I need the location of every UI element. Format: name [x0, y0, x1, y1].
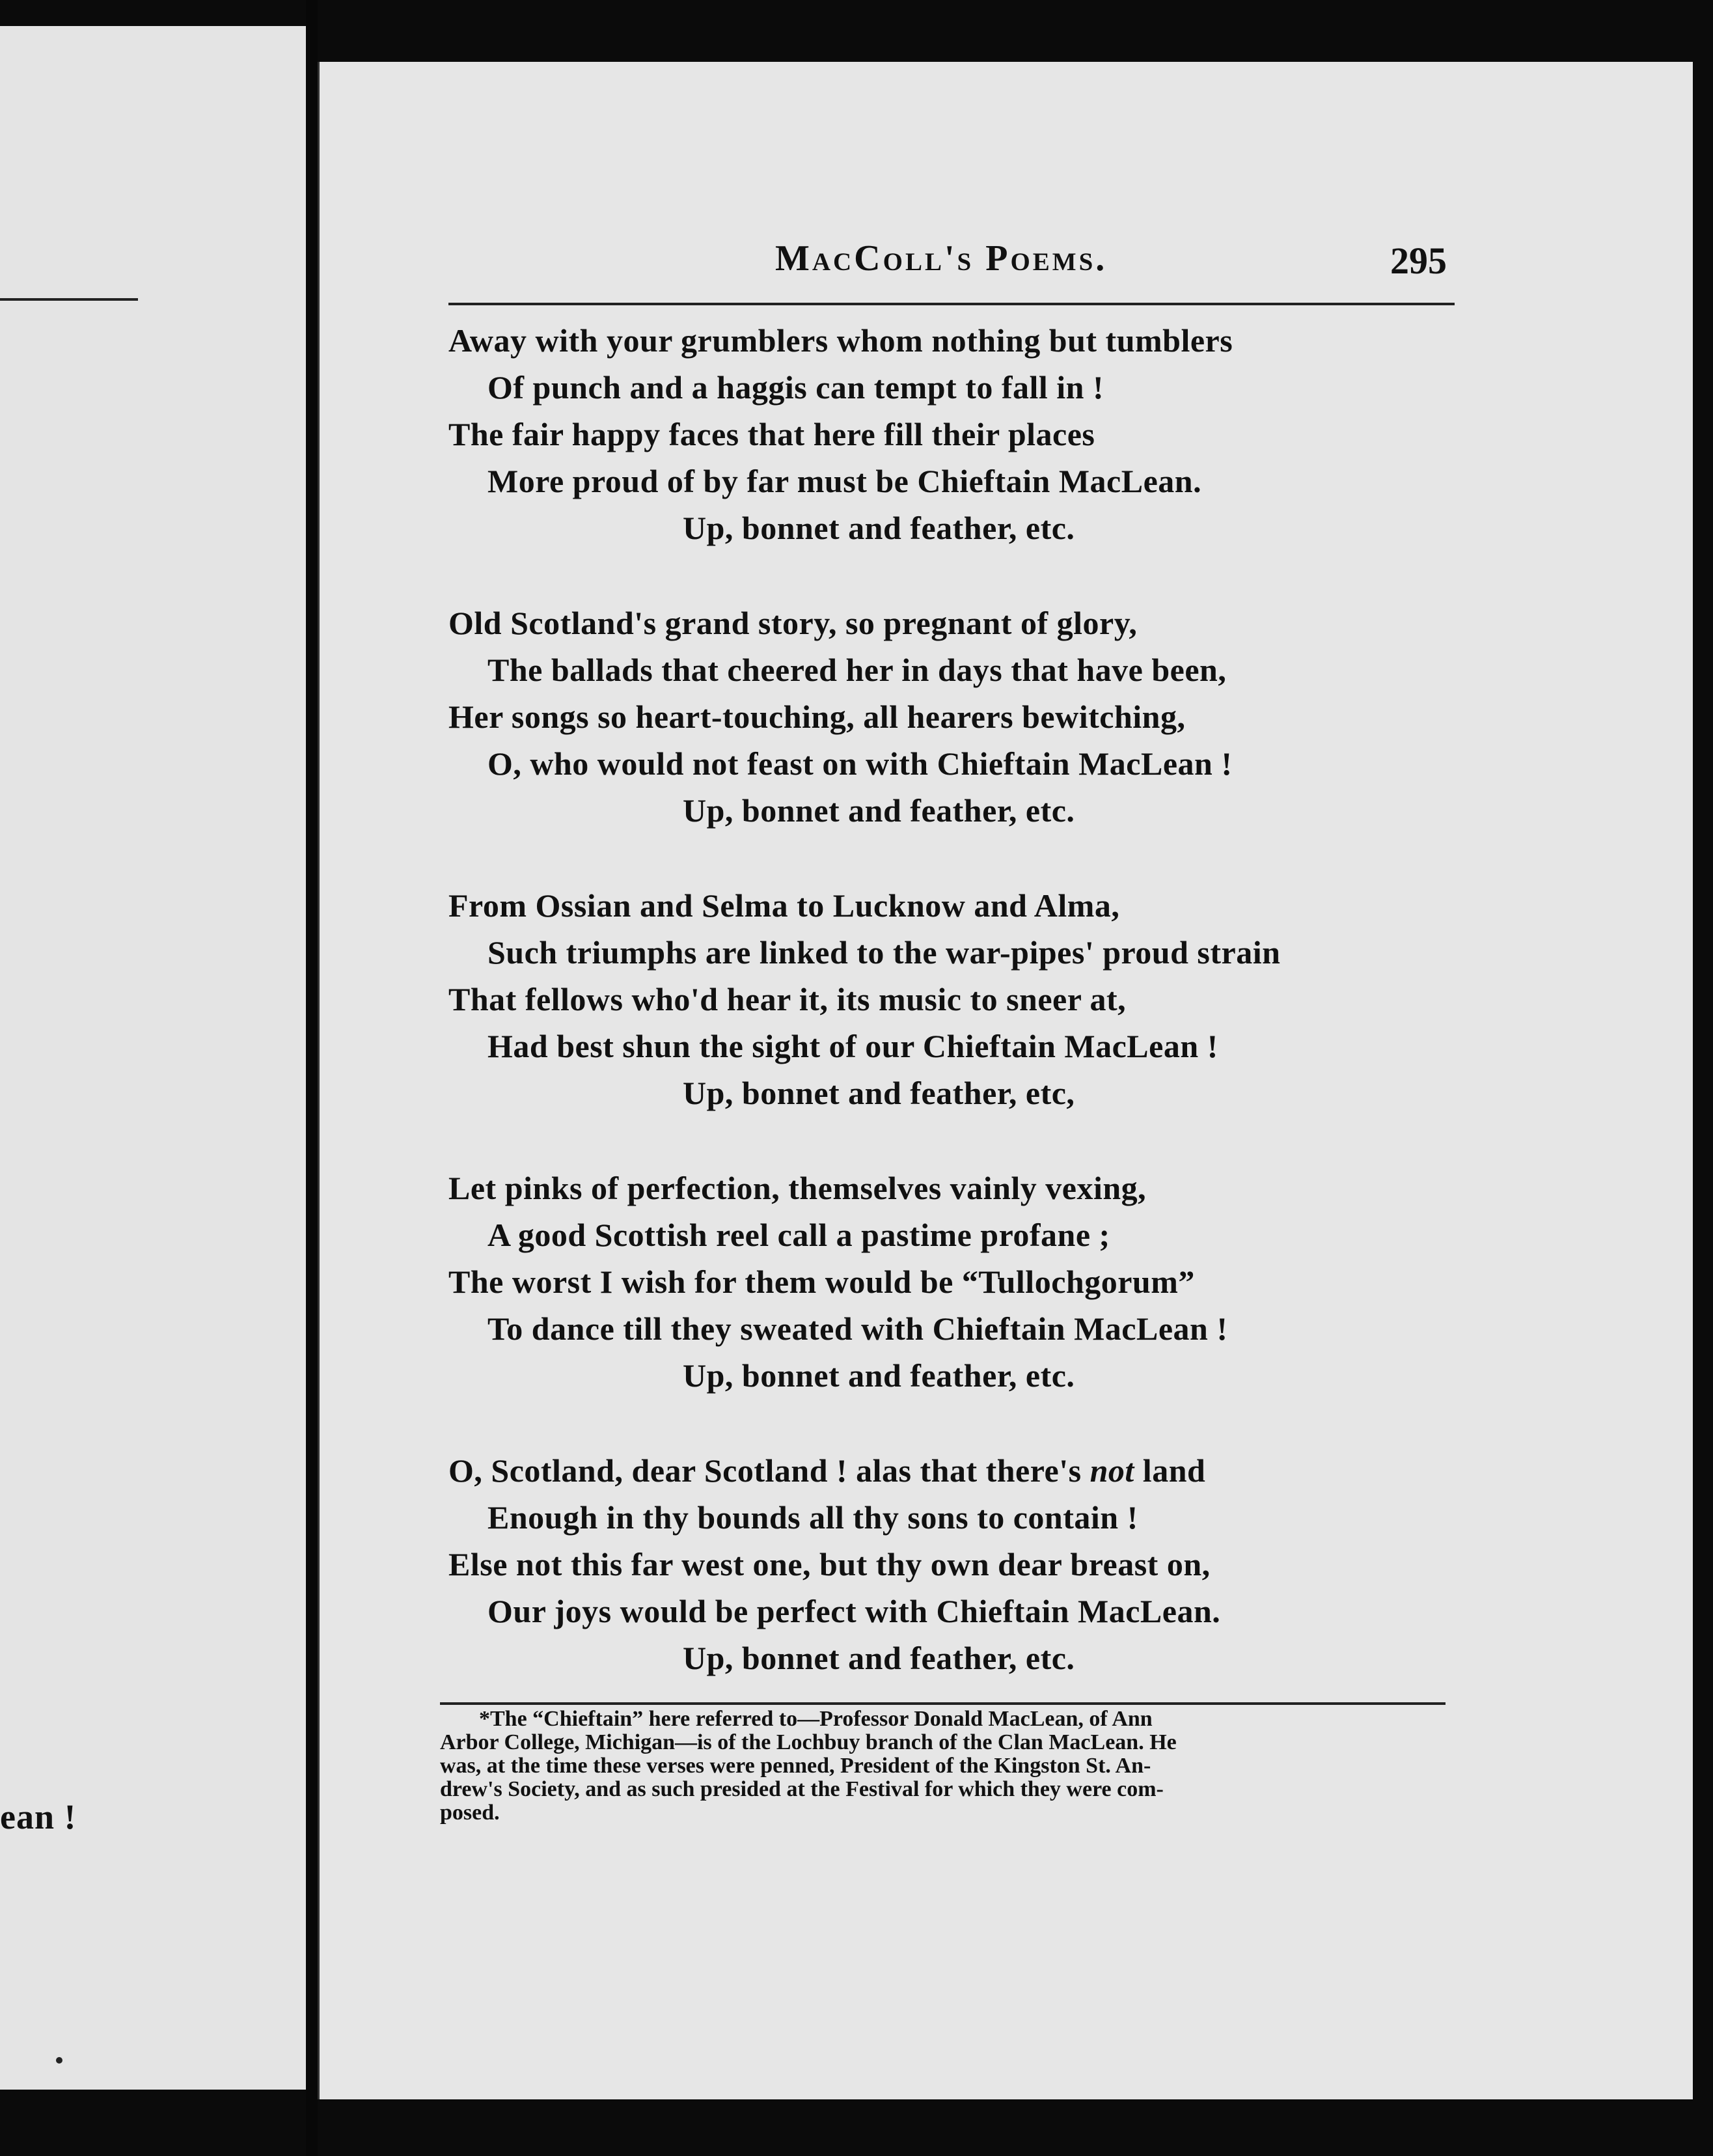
refrain-line: Up, bonnet and feather, etc.: [683, 792, 1075, 829]
poem-line: Old Scotland's grand story, so pregnant of glory,: [448, 605, 1138, 641]
poem-line: The fair happy faces that here fill their places: [448, 416, 1095, 452]
poem-line: Of punch and a haggis can tempt to fall in !: [487, 369, 1104, 406]
footnote-line: drew's Society, and as such presided at the Festival for which they were com-: [440, 1777, 1164, 1801]
poem-line: That fellows who'd hear it, its music to sneer at,: [448, 981, 1127, 1017]
refrain-line: Up, bonnet and feather, etc.: [683, 1357, 1075, 1394]
footnote: [440, 1707, 1468, 1825]
footnote-line: *The “Chieftain” here referred to—Professor Donald MacLean, of Ann: [479, 1707, 1153, 1731]
stanza: [448, 317, 1477, 551]
refrain-line: Up, bonnet and feather, etc.: [683, 510, 1075, 546]
poem-line: The worst I wish for them would be “Tullochgorum”: [448, 1264, 1195, 1300]
left-page-text-fragment: ean !: [0, 1797, 77, 1836]
footnote-line: was, at the time these verses were penned, President of the Kingston St. An-: [440, 1754, 1151, 1778]
poem-line: Else not this far west one, but thy own dear breast on,: [448, 1546, 1211, 1582]
running-head: [320, 238, 1693, 290]
footnote-line: Arbor College, Michigan—is of the Lochbuy branch of the Clan MacLean. He: [440, 1730, 1177, 1754]
poem-line: To dance till they sweated with Chieftain MacLean !: [487, 1310, 1228, 1347]
poem-line: Away with your grumblers whom nothing but tumblers: [448, 322, 1233, 359]
poem-line: More proud of by far must be Chieftain MacLean.: [487, 463, 1202, 499]
poem-line: A good Scottish reel call a pastime profane ;: [487, 1217, 1110, 1253]
stanza: [448, 882, 1477, 1116]
poem-line: Had best shun the sight of our Chieftain MacLean !: [487, 1028, 1218, 1064]
poem-line: The ballads that cheered her in days that have been,: [487, 652, 1227, 688]
book-page: [318, 62, 1693, 2099]
poem-line: Let pinks of perfection, themselves vainly vexing,: [448, 1170, 1147, 1206]
poem-line: O, Scotland, dear Scotland ! alas that there's not land: [448, 1452, 1206, 1489]
page-number: 295: [1390, 240, 1447, 282]
refrain-line: Up, bonnet and feather, etc,: [683, 1075, 1075, 1111]
stanza: [448, 600, 1477, 834]
poem-line: From Ossian and Selma to Lucknow and Alma,: [448, 887, 1120, 924]
running-title: MacColl's Poems.: [775, 238, 1108, 279]
left-facing-page: [0, 26, 306, 2090]
poem-line: Her songs so heart-touching, all hearers bewitching,: [448, 698, 1186, 735]
refrain-line: Up, bonnet and feather, etc.: [683, 1640, 1075, 1676]
header-rule: [448, 303, 1455, 305]
stanza: [448, 1165, 1477, 1399]
poem-line: O, who would not feast on with Chieftain MacLean !: [487, 745, 1233, 782]
poem-line: Enough in thy bounds all thy sons to contain !: [487, 1499, 1138, 1536]
left-page-rule: [0, 298, 138, 301]
poem-body: [448, 317, 1477, 1681]
stanza: [448, 1447, 1477, 1681]
page-gutter: [306, 0, 318, 2156]
speck: [56, 2057, 62, 2064]
poem-line: Our joys would be perfect with Chieftain MacLean.: [487, 1593, 1221, 1629]
footnote-rule: [440, 1702, 1446, 1705]
poem-line: Such triumphs are linked to the war-pipes' proud strain: [487, 934, 1281, 971]
footnote-line: posed.: [440, 1801, 500, 1825]
